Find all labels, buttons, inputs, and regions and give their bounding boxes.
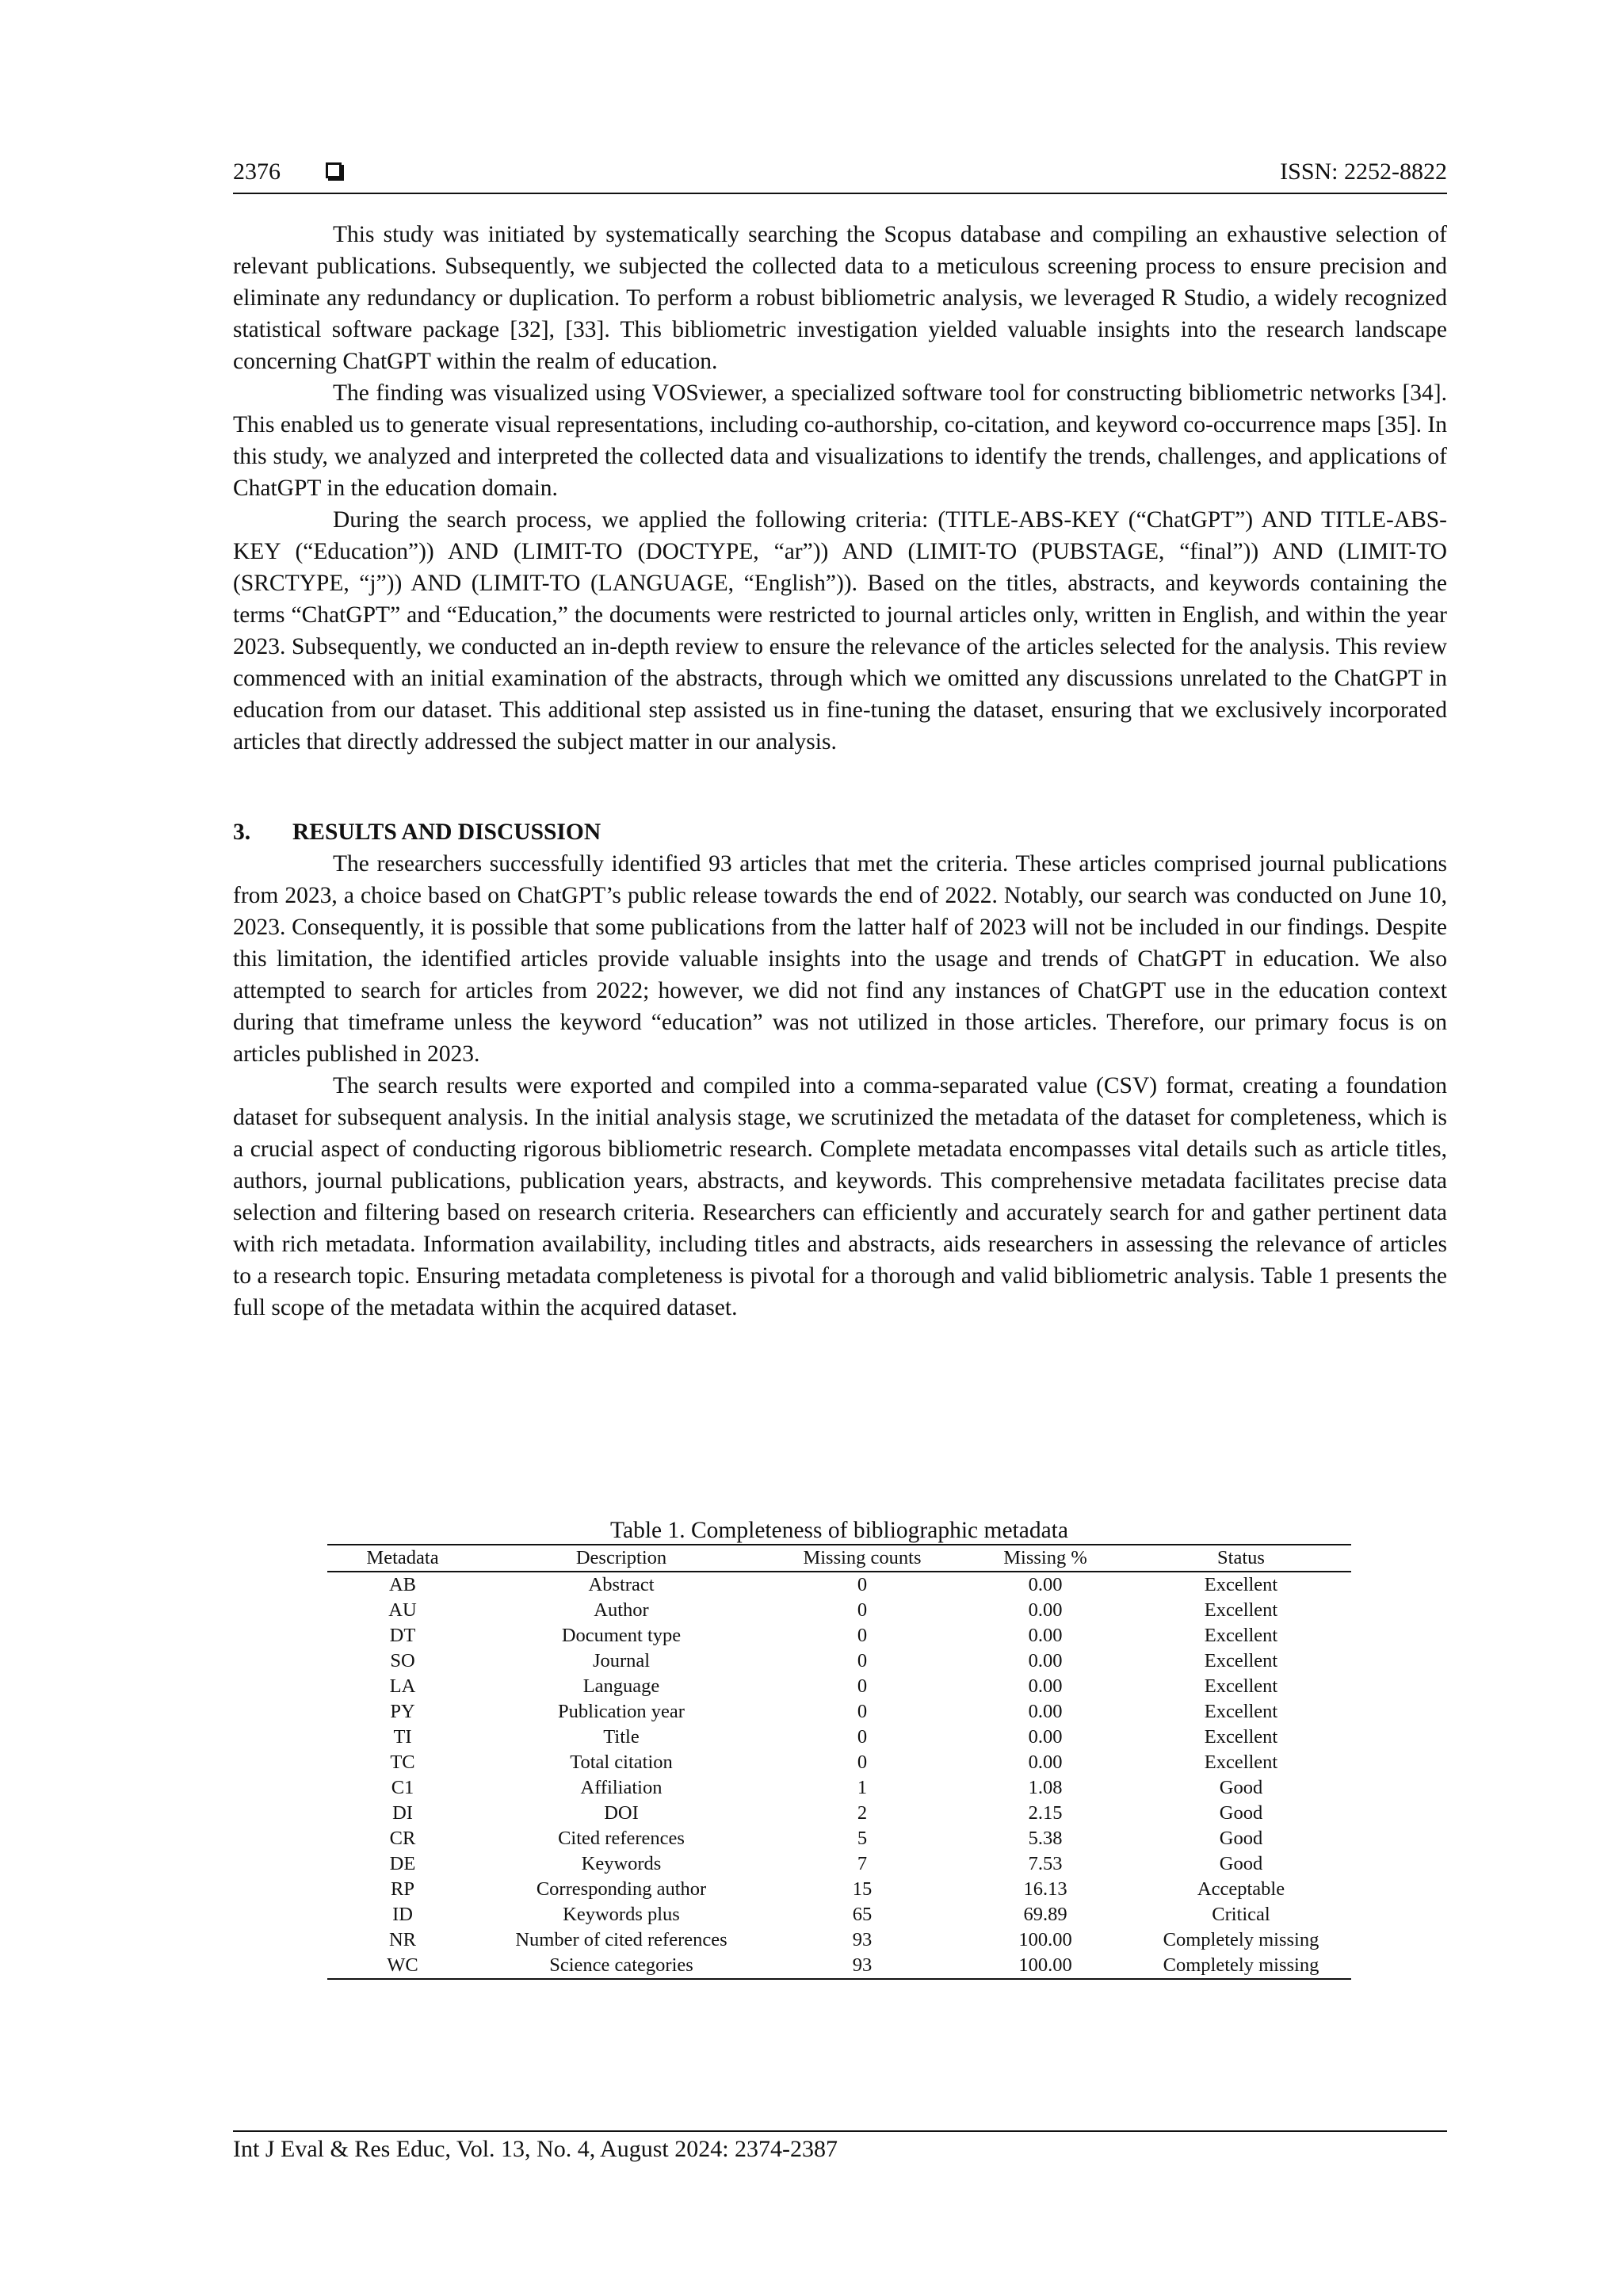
table-cell: TI — [393, 1726, 412, 1748]
table-cell: 7 — [857, 1853, 868, 1874]
paragraph: The search results were exported and compiled into a comma-separated value (CSV) format, creating a foundation dataset for subsequent analysis. In the initial analysis stage, we scrutinized the metadata of the dataset for completeness, which is a crucial aspect of conducting rigorous bibliometric research. Complete metadata encompasses vital details such as article titles, authors, journal publications, publication years, abstracts, and keywords. This comprehensive metadata facilitates precise data selection and filtering based on research criteria. Researchers can efficiently and accurately search for and gather pertinent data with rich metadata. Information availability, including titles and abstracts, aids researchers in assessing the relevance of articles to a research topic. Ensuring metadata completeness is pivotal for a thorough and valid bibliometric analysis. Table 1 presents the full scope of the metadata within the acquired dataset. — [233, 1073, 1447, 1320]
table-cell: 0.00 — [1028, 1675, 1063, 1697]
table-cell: Title — [603, 1726, 640, 1748]
column-header: Missing counts — [765, 1545, 960, 1572]
table-cell: 0 — [857, 1599, 868, 1621]
table-row — [327, 1623, 1351, 1648]
table-cell: DE — [389, 1853, 416, 1874]
table-cell: 0 — [857, 1625, 868, 1646]
table-cell: 0 — [857, 1726, 868, 1748]
table-cell: 100.00 — [960, 1953, 1131, 1979]
table-cell: Excellent — [1204, 1625, 1278, 1646]
metadata-table-block — [327, 1517, 1351, 1980]
table-row — [327, 1699, 1351, 1725]
table-cell: 5 — [857, 1828, 868, 1849]
section-heading — [233, 816, 1447, 848]
header-divider — [233, 193, 1447, 194]
page-header — [233, 156, 1447, 188]
table-row — [327, 1674, 1351, 1699]
table-cell: 1.08 — [1028, 1777, 1063, 1798]
table-cell: 15 — [852, 1878, 873, 1900]
table-cell: Total citation — [570, 1752, 673, 1773]
table-cell: Document type — [561, 1625, 682, 1646]
table-cell: Good — [1219, 1802, 1263, 1824]
issn-label: ISSN: 2252-8822 — [1280, 159, 1447, 185]
table-cell: PY — [390, 1701, 415, 1722]
table-cell: DT — [389, 1625, 416, 1646]
table-cell: 0.00 — [1028, 1625, 1063, 1646]
page-number: 2376 — [233, 159, 281, 185]
table-cell: AB — [388, 1574, 417, 1595]
column-header: Description — [478, 1545, 765, 1572]
table-cell: Cited references — [558, 1828, 685, 1849]
table-cell: Critical — [1212, 1904, 1270, 1925]
table-cell: Completely missing — [1131, 1953, 1351, 1979]
table-body — [327, 1572, 1351, 1979]
table-cell: Publication year — [558, 1701, 685, 1722]
table-cell: 5.38 — [1028, 1828, 1063, 1849]
table-cell: 0 — [857, 1752, 868, 1773]
table-cell: Good — [1219, 1777, 1263, 1798]
table-cell: 2 — [857, 1802, 868, 1824]
table-row — [327, 1927, 1351, 1953]
paragraph: The researchers successfully identified 93 articles that met the criteria. These articles comprised journal publications from 2023, a choice based on ChatGPT’s public release towards the end of 2022. Notably, our search was conducted on June 10, 2023. Consequently, it is possible that some publications from the latter half of 2023 will not be included in our findings. Despite this limitation, the identified articles provide valuable insights into the usage and trends of ChatGPT in education. We also attempted to search for articles from 2022; however, we did not find any instances of ChatGPT use in the education context during that timeframe unless the keyword “education” was not utilized in those articles. Therefore, our primary focus is on articles published in 2023. — [233, 851, 1447, 1067]
column-header: Status — [1131, 1545, 1351, 1572]
table-cell: Number of cited references — [515, 1929, 727, 1950]
table-cell: Excellent — [1204, 1701, 1278, 1722]
body-text — [233, 219, 1447, 1324]
table-row — [327, 1775, 1351, 1801]
table-header-row — [327, 1545, 1351, 1572]
table-cell: 0.00 — [1028, 1650, 1063, 1671]
table-cell: 93 — [852, 1929, 873, 1950]
table-cell: Affiliation — [580, 1777, 663, 1798]
table-cell: C1 — [391, 1777, 414, 1798]
footer-citation: Int J Eval & Res Educ, Vol. 13, No. 4, August 2024: 2374-2387 — [233, 2136, 838, 2162]
table-cell: 16.13 — [1023, 1878, 1067, 1900]
table-cell: 0.00 — [1028, 1726, 1063, 1748]
table-cell: 0 — [857, 1574, 868, 1595]
table-cell: Keywords plus — [563, 1904, 680, 1925]
table-cell: CR — [389, 1828, 416, 1849]
table-row — [327, 1953, 1351, 1979]
table-cell: SO — [390, 1650, 415, 1671]
table-cell: 0 — [857, 1650, 868, 1671]
table-row — [327, 1826, 1351, 1851]
table-cell: DI — [392, 1802, 413, 1824]
table-row — [327, 1851, 1351, 1877]
table-cell: AU — [388, 1599, 417, 1621]
table-cell: Excellent — [1204, 1599, 1278, 1621]
table-cell: ID — [392, 1904, 413, 1925]
table-cell: Excellent — [1204, 1574, 1278, 1595]
table-cell: Science categories — [478, 1953, 765, 1979]
table-cell: Excellent — [1204, 1650, 1278, 1671]
footer-divider — [233, 2130, 1447, 2132]
section-number: 3. — [233, 819, 251, 845]
table-cell: 100.00 — [1018, 1929, 1072, 1950]
table-cell: Author — [594, 1599, 649, 1621]
table-row — [327, 1598, 1351, 1623]
table-cell: Acceptable — [1197, 1878, 1285, 1900]
table-cell: Good — [1219, 1853, 1263, 1874]
table-cell: NR — [388, 1929, 417, 1950]
table-cell: RP — [391, 1878, 414, 1900]
table-cell: Excellent — [1204, 1675, 1278, 1697]
table-cell: 0 — [857, 1701, 868, 1722]
table-cell: Keywords — [581, 1853, 662, 1874]
table-row — [327, 1648, 1351, 1674]
table-row — [327, 1750, 1351, 1775]
table-cell: 7.53 — [1028, 1853, 1063, 1874]
paragraph: The finding was visualized using VOSviewer, a specialized software tool for constructing bibliometric networks [34]. This enabled us to generate visual representations, including co-authorship, co-citation, and keyword co-occurrence maps [35]. In this study, we analyzed and interpreted the collected data and visualizations to identify the trends, challenges, and applications of ChatGPT in the education domain. — [233, 380, 1447, 501]
table-cell: LA — [389, 1675, 416, 1697]
table-cell: 0 — [857, 1675, 868, 1697]
table-cell: Completely missing — [1163, 1929, 1319, 1950]
table-cell: DOI — [604, 1802, 639, 1824]
table-cell: Good — [1219, 1828, 1263, 1849]
table-cell: Corresponding author — [536, 1878, 707, 1900]
table-cell: Excellent — [1204, 1752, 1278, 1773]
table-cell: 69.89 — [1023, 1904, 1067, 1925]
column-header: Missing % — [960, 1545, 1131, 1572]
table-cell: 93 — [765, 1953, 960, 1979]
paragraph: This study was initiated by systematically searching the Scopus database and compiling an exhaustive selection of relevant publications. Subsequently, we subjected the collected data to a meticulous screening process to ensure precision and eliminate any redundancy or duplication. To perform a robust bibliometric analysis, we leveraged R Studio, a widely recognized statistical software package [32], [33]. This bibliometric investigation yielded valuable insights into the research landscape concerning ChatGPT within the realm of education. — [233, 222, 1447, 374]
table-row — [327, 1902, 1351, 1927]
table-cell: Language — [582, 1675, 660, 1697]
table-cell: 0.00 — [1028, 1701, 1063, 1722]
table-caption: Table 1. Completeness of bibliographic metadata — [610, 1518, 1068, 1543]
table-row — [327, 1572, 1351, 1598]
table-row — [327, 1801, 1351, 1826]
table-cell: TC — [390, 1752, 415, 1773]
table-row — [327, 1725, 1351, 1750]
table-row — [327, 1877, 1351, 1902]
table-cell: Abstract — [588, 1574, 655, 1595]
table-cell: 65 — [852, 1904, 873, 1925]
table-cell: 0.00 — [1028, 1574, 1063, 1595]
checkbox-square-icon — [326, 162, 342, 178]
section-title: RESULTS AND DISCUSSION — [292, 819, 601, 845]
paragraph: During the search process, we applied the following criteria: (TITLE-ABS-KEY (“ChatGPT”) AND TITLE-ABS-KEY (“Education”)) AND (LIMIT-TO (DOCTYPE, “ar”)) AND (LIMIT-TO (PUBSTAGE, “final”)) AND (LIMIT-TO (SRCTYPE, “j”)) AND (LIMIT-TO (LANGUAGE, “English”)). Based on the titles, abstracts, and keywords containing the terms “ChatGPT” and “Education,” the documents were restricted to journal articles only, written in English, and within the year 2023. Subsequently, we conducted an in-depth review to ensure the relevance of the articles selected for the analysis. This review commenced with an initial examination of the abstracts, through which we omitted any discussions unrelated to the ChatGPT in education from our dataset. This additional step assisted us in fine-tuning the dataset, ensuring that we exclusively incorporated articles that directly addressed the subject matter in our analysis. — [233, 507, 1447, 755]
metadata-completeness-table — [327, 1544, 1351, 1980]
table-cell: WC — [327, 1953, 478, 1979]
table-cell: 1 — [857, 1777, 868, 1798]
table-cell: Excellent — [1204, 1726, 1278, 1748]
table-cell: Journal — [592, 1650, 651, 1671]
table-cell: 2.15 — [1028, 1802, 1063, 1824]
table-cell: 0.00 — [1028, 1599, 1063, 1621]
table-cell: 0.00 — [1028, 1752, 1063, 1773]
column-header: Metadata — [327, 1545, 478, 1572]
